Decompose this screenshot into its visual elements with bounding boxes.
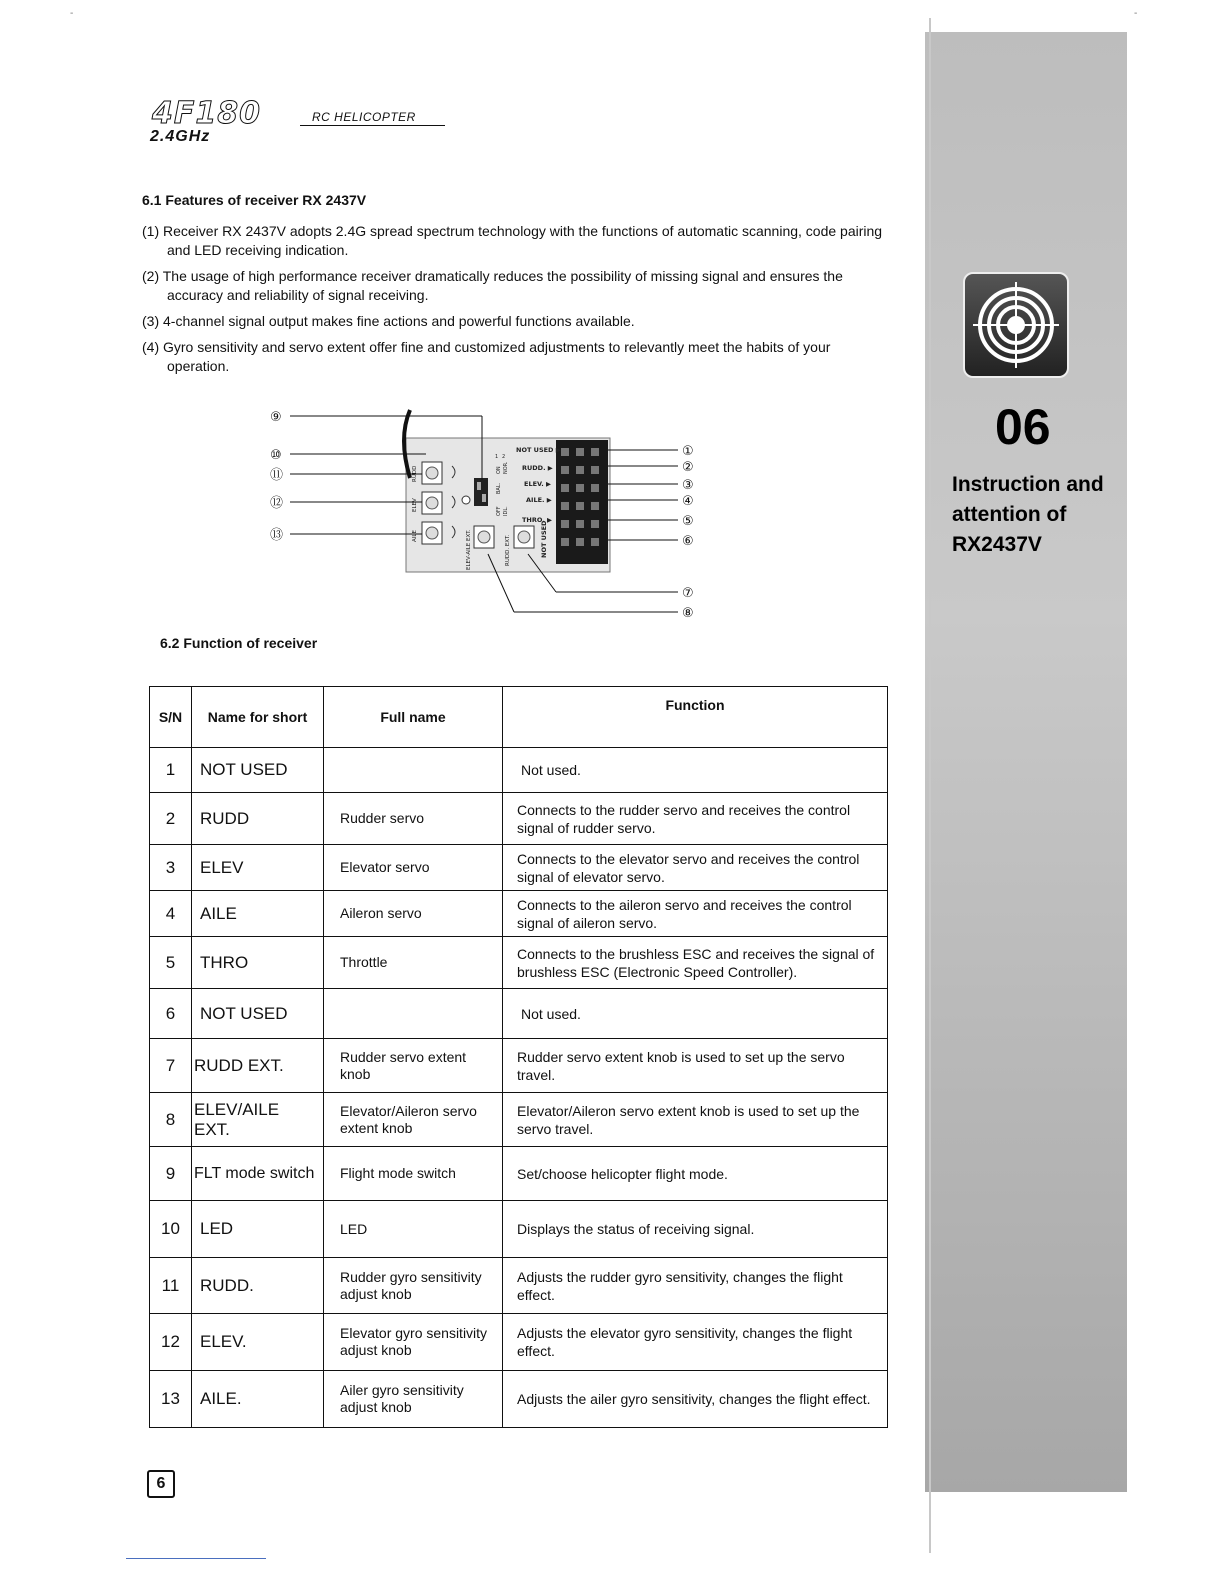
cell-function: Displays the status of receiving signal. (503, 1201, 888, 1258)
cell-full: Flight mode switch (324, 1147, 503, 1201)
led-indicator (462, 496, 470, 504)
port-label: ELEV. ▶ (524, 480, 551, 488)
cell-short: ELEV. (192, 1314, 324, 1371)
cell-function: Not used. (503, 748, 888, 793)
port-label: AILE. ▶ (526, 496, 552, 504)
table-row (150, 1201, 888, 1258)
table-header-row (150, 687, 888, 748)
callout-label: ⑤ (682, 514, 694, 529)
cell-short: ELEV/AILE EXT. (192, 1093, 324, 1147)
corner-mark: - (70, 8, 74, 19)
cell-short: NOT USED (192, 989, 324, 1039)
cell-sn: 13 (150, 1371, 192, 1428)
port-label: RUDD. ▶ (522, 464, 553, 472)
callout-label: ⑩ (270, 448, 282, 463)
callout-label: ⑧ (682, 606, 694, 621)
table-row (150, 1314, 888, 1371)
cell-sn: 10 (150, 1201, 192, 1258)
cell-function: Connects to the aileron servo and receives the control signal of aileron servo. (503, 891, 888, 937)
cell-function: Elevator/Aileron servo extent knob is used to set up the servo travel. (503, 1093, 888, 1147)
cell-function: Adjusts the rudder gyro sensitivity, changes the flight effect. (503, 1258, 888, 1314)
logo (152, 96, 261, 131)
header-full-name: Full name (324, 687, 503, 748)
cell-sn: 7 (150, 1039, 192, 1093)
cell-short: FLT mode switch (192, 1147, 324, 1201)
knob-label: RUDD (412, 465, 418, 482)
target-icon (963, 272, 1069, 378)
cell-short: RUDD. (192, 1258, 324, 1314)
cell-sn: 9 (150, 1147, 192, 1201)
callout-label: ⑨ (270, 410, 282, 425)
cell-sn: 8 (150, 1093, 192, 1147)
cell-short: LED (192, 1201, 324, 1258)
cell-function: Set/choose helicopter flight mode. (503, 1147, 888, 1201)
feature-item: (2) The usage of high performance receiver dramatically reduces the possibility of missing signal and ensures the accuracy and reliability of signal receiving. (142, 268, 843, 303)
footer-rule (126, 1558, 266, 1559)
knob-label: AILE (412, 530, 418, 542)
cell-function: Connects to the elevator servo and receives the control signal of elevator servo. (503, 845, 888, 891)
switch-label: 1 (495, 454, 499, 460)
cell-short: AILE (192, 891, 324, 937)
cell-full: Elevator gyro sensitivity adjust knob (324, 1314, 503, 1371)
cell-full: Ailer gyro sensitivity adjust knob (324, 1371, 503, 1428)
chapter-title: Instruction and attention of RX2437V (952, 473, 1104, 556)
cell-full: Elevator servo (324, 845, 503, 891)
cell-full: Rudder servo extent knob (324, 1039, 503, 1093)
port-label: NOT USED ▶ (516, 446, 561, 454)
chapter-sidebar (925, 32, 1127, 1492)
target-icon-graphic (965, 274, 1067, 376)
cell-function: Connects to the brushless ESC and receives the signal of brushless ESC (Electronic Speed Controller). (503, 937, 888, 989)
port-label: THRO. ▶ (522, 516, 552, 524)
feature-item: (1) Receiver RX 2437V adopts 2.4G spread spectrum technology with the functions of automatic scanning, code pairing and LED receiving indication. (142, 223, 883, 258)
knob-label: RUDD. EXT. (505, 534, 511, 566)
cell-full: LED (324, 1201, 503, 1258)
corner-mark: - (1134, 8, 1138, 19)
cell-sn: 3 (150, 845, 192, 891)
cell-sn: 6 (150, 989, 192, 1039)
switch-label: ON (496, 466, 502, 474)
callout-label: ⑦ (682, 586, 694, 601)
cell-function: Connects to the rudder servo and receives the control signal of rudder servo. (503, 793, 888, 845)
callout-label: ① (682, 444, 694, 459)
switch-label: 2 (502, 454, 506, 460)
switch-label: BAL. (496, 482, 502, 494)
table-row (150, 1371, 888, 1428)
header-function: Function (503, 687, 888, 748)
cell-sn: 1 (150, 748, 192, 793)
switch-label: NOR. (503, 461, 509, 474)
cell-full: Rudder servo (324, 793, 503, 845)
switch-label: IDL. (503, 506, 509, 516)
callout-label: ⑪ (270, 468, 284, 483)
cell-short: RUDD (192, 793, 324, 845)
callout-label: ⑬ (270, 528, 284, 543)
callout-label: ② (682, 460, 694, 475)
cell-short: AILE. (192, 1371, 324, 1428)
feature-item: (4) Gyro sensitivity and servo extent offer fine and customized adjustments to relevantly meet the habits of your operation. (142, 339, 831, 374)
cell-full (324, 748, 503, 793)
cell-sn: 2 (150, 793, 192, 845)
callout-label: ⑫ (270, 496, 284, 511)
header-rule (300, 125, 445, 126)
knob-label: ELEV (412, 498, 418, 512)
cell-sn: 12 (150, 1314, 192, 1371)
table-row (150, 845, 888, 891)
cell-sn: 5 (150, 937, 192, 989)
logo-main: 4F180 (152, 96, 261, 131)
table-row (150, 748, 888, 793)
section-title-function: 6.2 Function of receiver (160, 635, 318, 651)
cell-function: Rudder servo extent knob is used to set up the servo travel. (503, 1039, 888, 1093)
cell-short: ELEV (192, 845, 324, 891)
cell-sn: 11 (150, 1258, 192, 1314)
cell-short: NOT USED (192, 748, 324, 793)
switch-label: OFF (496, 506, 502, 516)
table-row (150, 793, 888, 845)
cell-full: Rudder gyro sensitivity adjust knob (324, 1258, 503, 1314)
cell-full: Elevator/Aileron servo extent knob (324, 1093, 503, 1147)
receiver-diagram (260, 398, 720, 628)
table-row (150, 891, 888, 937)
gyro-knobs (422, 462, 442, 544)
cell-full (324, 989, 503, 1039)
cell-short: RUDD EXT. (192, 1039, 324, 1093)
table-row (150, 1039, 888, 1093)
logo-sub: 2.4GHz (150, 128, 211, 145)
table-row (150, 1093, 888, 1147)
section-title-features: 6.1 Features of receiver RX 2437V (142, 192, 367, 208)
callout-label: ④ (682, 494, 694, 509)
chapter-number: 06 (995, 399, 1051, 455)
sidebar-rule (929, 18, 931, 1553)
callout-label: ⑥ (682, 534, 694, 549)
cell-full: Aileron servo (324, 891, 503, 937)
page-number: 6 (147, 1470, 175, 1498)
cell-function: Adjusts the ailer gyro sensitivity, changes the flight effect. (503, 1371, 888, 1428)
function-table (149, 686, 888, 1428)
header-short-name: Name for short (192, 687, 324, 748)
cell-full: Throttle (324, 937, 503, 989)
header-subtitle: RC HELICOPTER (312, 110, 416, 124)
feature-list (142, 222, 886, 383)
knob-label: ELEV-AILE EXT. (466, 529, 472, 570)
table-row (150, 937, 888, 989)
table-row (150, 989, 888, 1039)
cell-short: THRO (192, 937, 324, 989)
cell-function: Not used. (503, 989, 888, 1039)
header-sn: S/N (150, 687, 192, 748)
table-row (150, 1258, 888, 1314)
cell-function: Adjusts the elevator gyro sensitivity, changes the flight effect. (503, 1314, 888, 1371)
port-label: NOT USED (540, 520, 548, 558)
table-row (150, 1147, 888, 1201)
cell-sn: 4 (150, 891, 192, 937)
callout-label: ③ (682, 478, 694, 493)
feature-item: (3) 4-channel signal output makes fine actions and powerful functions available. (142, 313, 635, 329)
